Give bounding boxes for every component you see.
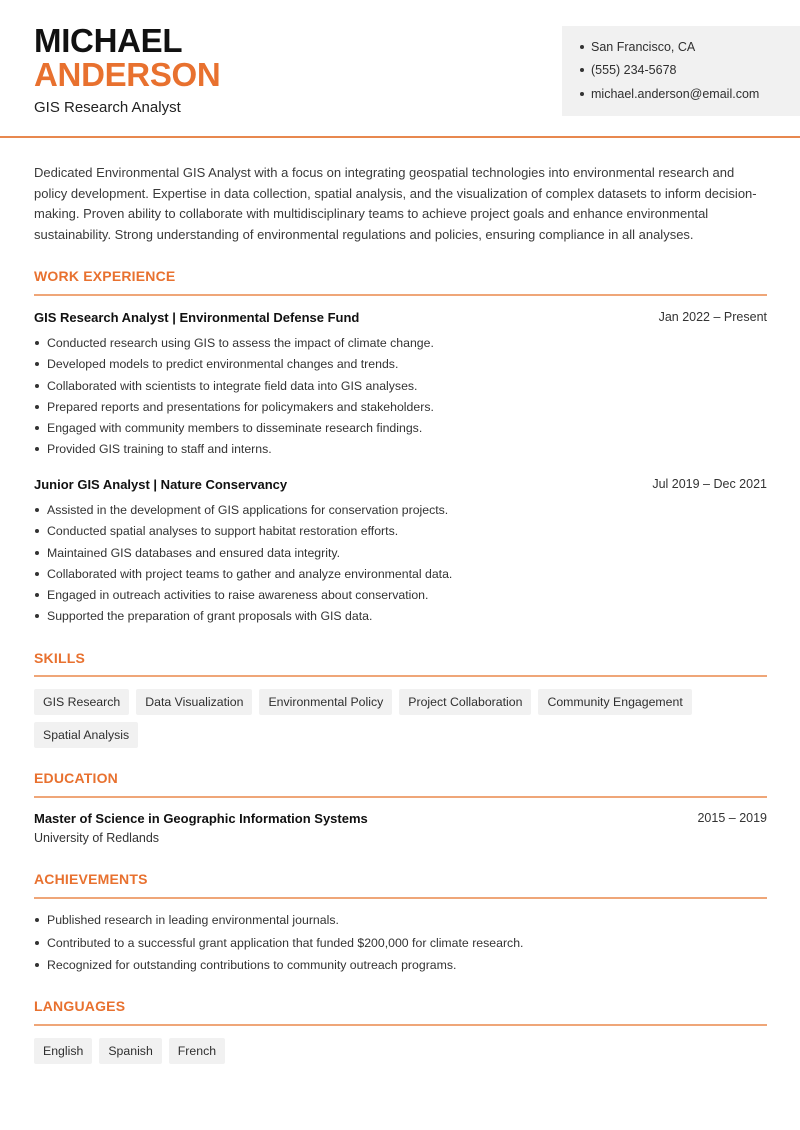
profile-summary: Dedicated Environmental GIS Analyst with a focus on integrating geospatial technologies into environmental research and policy development. Expertise in data collection, spatial analysis, and the visualization of complex datasets to inform decision-making. Proven ability to collaborate with multidisciplinary teams to achieve project goals and enhance environmental sustainability. Strong understanding of environmental regulations and policies, ensuring compliance in all analyses. <box>34 165 757 243</box>
education-degree: Master of Science in Geographic Information Systems <box>34 811 368 826</box>
section-title-achievements: ACHIEVEMENTS <box>34 871 148 887</box>
job-title: Junior GIS Analyst | Nature Conservancy <box>34 477 288 492</box>
list-item: Published research in leading environmental journals. <box>34 911 769 934</box>
job-title: GIS Research Analyst | Environmental Defense Fund <box>34 310 360 325</box>
job-bullet-list <box>34 334 769 462</box>
languages-list <box>34 1038 774 1064</box>
skill-tag: Data Visualization <box>136 689 252 715</box>
education-date: 2015 – 2019 <box>697 811 767 825</box>
contact-phone <box>580 63 676 77</box>
section-divider <box>34 897 767 899</box>
section-divider <box>34 675 767 677</box>
skill-tag: Environmental Policy <box>259 689 392 715</box>
list-item: Collaborated with scientists to integrate field data into GIS analyses. <box>34 377 769 398</box>
section-title-languages: LANGUAGES <box>34 998 126 1014</box>
list-item: Collaborated with project teams to gather and analyze environmental data. <box>34 565 769 586</box>
list-item: Conducted spatial analyses to support habitat restoration efforts. <box>34 522 769 543</box>
list-item: Contributed to a successful grant application that funded $200,000 for climate research. <box>34 934 769 957</box>
location-text: San Francisco, CA <box>591 40 696 54</box>
section-title-skills: SKILLS <box>34 650 85 666</box>
list-item: Recognized for outstanding contributions to community outreach programs. <box>34 956 769 979</box>
contact-box <box>562 26 800 116</box>
achievements-list <box>34 911 769 979</box>
list-item: Maintained GIS databases and ensured data integrity. <box>34 544 769 565</box>
job-bullet-list <box>34 501 769 629</box>
skill-tag: Project Collaboration <box>399 689 531 715</box>
bullet-icon <box>580 92 584 96</box>
skill-tag: Spatial Analysis <box>34 722 138 748</box>
section-divider <box>34 294 767 296</box>
bullet-icon <box>580 68 584 72</box>
list-item: Prepared reports and presentations for policymakers and stakeholders. <box>34 398 769 419</box>
list-item: Supported the preparation of grant proposals with GIS data. <box>34 607 769 628</box>
section-title-work: WORK EXPERIENCE <box>34 268 176 284</box>
language-tag: French <box>169 1038 225 1064</box>
email-text[interactable]: michael.anderson@email.com <box>591 87 760 101</box>
contact-location <box>580 40 695 54</box>
section-divider <box>34 796 767 798</box>
list-item: Provided GIS training to staff and interns. <box>34 440 769 461</box>
section-title-education: EDUCATION <box>34 770 118 786</box>
list-item: Developed models to predict environmental changes and trends. <box>34 355 769 376</box>
job-date: Jul 2019 – Dec 2021 <box>652 477 767 491</box>
contact-email[interactable] <box>580 87 759 101</box>
skill-tag: Community Engagement <box>538 689 691 715</box>
section-divider <box>34 1024 767 1026</box>
first-name: MICHAEL <box>34 22 183 59</box>
last-name: ANDERSON <box>34 56 221 93</box>
list-item: Assisted in the development of GIS applications for conservation projects. <box>34 501 769 522</box>
language-tag: Spanish <box>99 1038 161 1064</box>
list-item: Engaged with community members to disseminate research findings. <box>34 419 769 440</box>
job-role: GIS Research Analyst <box>34 99 181 116</box>
list-item: Conducted research using GIS to assess the impact of climate change. <box>34 334 769 355</box>
skill-tag: GIS Research <box>34 689 129 715</box>
skills-list <box>34 689 774 748</box>
language-tag: English <box>34 1038 92 1064</box>
job-date: Jan 2022 – Present <box>658 310 767 324</box>
list-item: Engaged in outreach activities to raise awareness about conservation. <box>34 586 769 607</box>
bullet-icon <box>580 45 584 49</box>
resume-header <box>0 0 800 138</box>
phone-text: (555) 234-5678 <box>591 63 677 77</box>
education-school: University of Redlands <box>34 831 160 845</box>
